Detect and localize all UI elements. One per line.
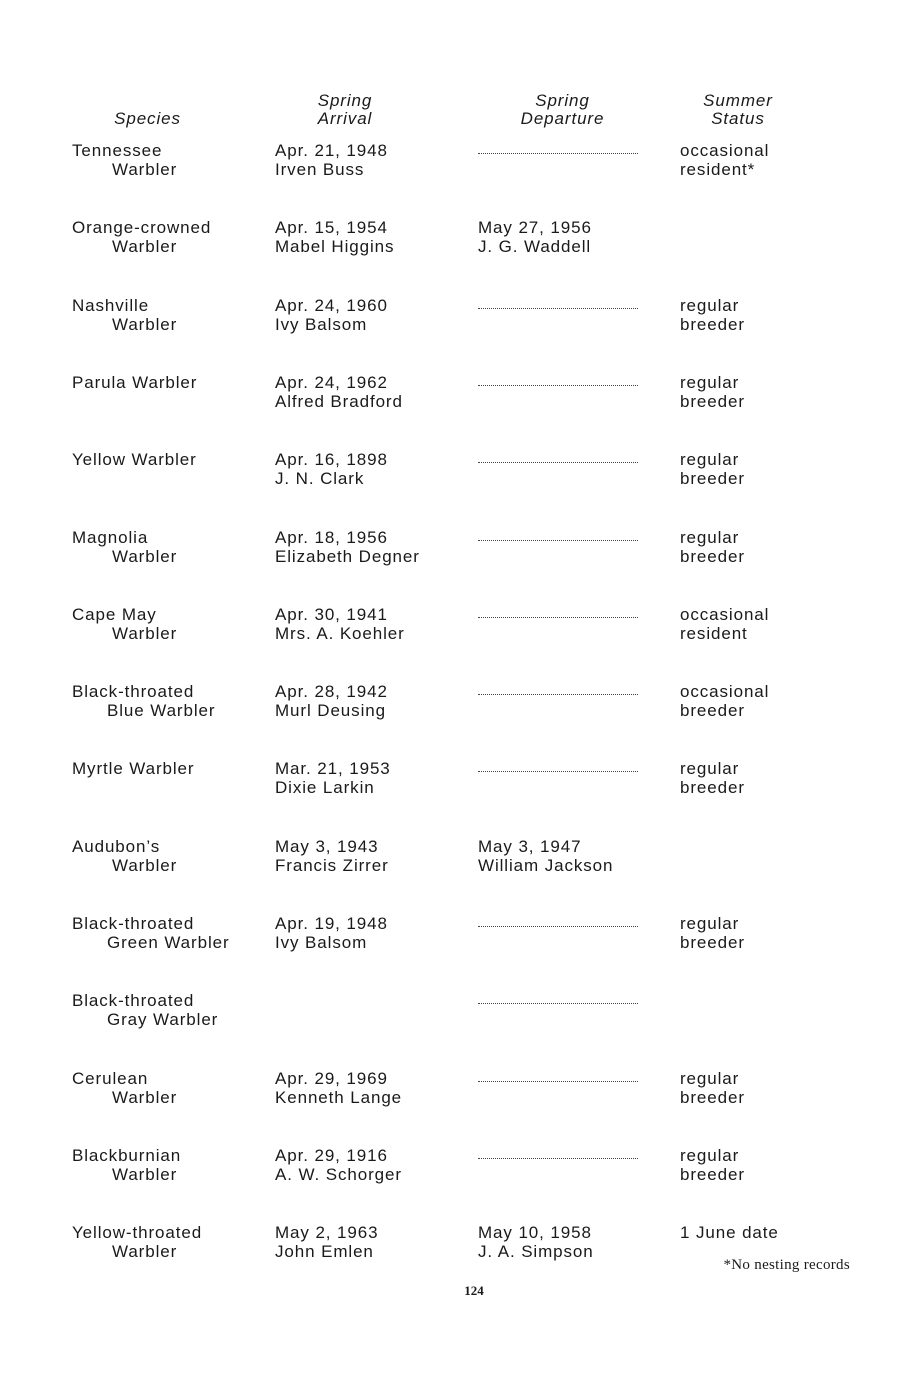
arrival-observer: Ivy Balsom [275,314,368,334]
status-line2: resident [680,623,748,643]
spring-arrival-cell [275,1224,378,1261]
status-line1: regular [680,296,740,315]
dotted-leader-line [478,1003,638,1004]
species-cell [72,142,177,179]
spring-departure-cell [478,1224,594,1261]
species-cell [72,915,230,952]
species-cell [72,838,177,875]
arrival-date: Apr. 19, 1948 [275,914,388,933]
status-line2: breeder [680,546,745,566]
table-row [0,683,900,723]
arrival-date: Apr. 21, 1948 [275,141,388,160]
table-row [0,297,900,337]
species-cell [72,1224,202,1261]
arrival-observer: John Emlen [275,1241,374,1261]
arrival-date: Apr. 18, 1956 [275,528,388,547]
departure-observer: J. G. Waddell [478,236,592,256]
status-line1: 1 June date [680,1223,779,1242]
spring-departure-header-line2: Departure [520,109,605,128]
species-name-line1: Orange-crowned [72,218,212,237]
dotted-leader-line [478,617,638,618]
summer-status-cell [680,529,745,566]
arrival-date: Apr. 15, 1954 [275,218,388,237]
spring-departure-header-line1: Spring [535,91,590,110]
status-line2: resident* [680,159,756,179]
summer-status-cell [680,606,769,643]
species-name-line1: Yellow-throated [72,1223,203,1242]
departure-date: May 3, 1947 [478,837,582,856]
summer-status-cell [680,1070,745,1107]
spring-arrival-cell [275,606,405,643]
spring-arrival-header-line1: Spring [317,91,373,110]
species-name-line1: Myrtle Warbler [72,759,195,778]
status-line2: breeder [680,391,745,411]
species-name-line2: Warbler [112,623,178,643]
species-cell [72,606,177,643]
arrival-date: May 3, 1943 [275,837,379,856]
arrival-date: Apr. 30, 1941 [275,605,388,624]
arrival-date: Apr. 24, 1962 [275,373,388,392]
summer-status-cell [680,760,745,797]
arrival-date: Apr. 16, 1898 [275,450,388,469]
spring-departure-cell [478,838,613,875]
species-cell [72,297,177,334]
species-name-line1: Nashville [72,296,150,315]
status-line2: breeder [680,700,745,720]
spring-arrival-cell [275,683,388,720]
status-line1: regular [680,1146,740,1165]
departure-date: May 10, 1958 [478,1223,592,1242]
arrival-date: Apr. 29, 1969 [275,1069,388,1088]
species-name-line2: Warbler [112,1087,178,1107]
arrival-date: Apr. 29, 1916 [275,1146,388,1165]
summer-status-header-line1: Summer [703,91,773,110]
summer-status-cell [680,451,745,488]
spring-arrival-cell [275,451,388,488]
species-cell [72,683,215,720]
species-name-line2: Warbler [112,546,178,566]
arrival-date: Mar. 21, 1953 [275,759,391,778]
status-line1: regular [680,373,740,392]
table-row [0,529,900,569]
summer-status-cell [680,1147,745,1184]
species-name-line2: Warbler [112,855,178,875]
dotted-leader-line [478,462,638,463]
table-row [0,219,900,259]
page-number: 124 [464,1283,484,1298]
table-row [0,606,900,646]
species-name-line1: Black-throated [72,991,195,1010]
species-name-line2: Warbler [112,159,178,179]
arrival-observer: Mabel Higgins [275,236,395,256]
species-name-line2: Warbler [112,1164,178,1184]
table-row [0,992,900,1032]
spring-departure-cell [478,219,592,256]
species-name-line1: Black-throated [72,914,195,933]
status-line1: regular [680,759,740,778]
arrival-observer: Ivy Balsom [275,932,368,952]
arrival-observer: J. N. Clark [275,468,365,488]
species-header [95,110,200,128]
dotted-leader-line [478,1158,638,1159]
summer-status-cell [680,142,769,179]
departure-observer: William Jackson [478,855,614,875]
summer-status-header-line2: Status [711,109,765,128]
spring-arrival-header [290,92,400,128]
status-line2: breeder [680,468,745,488]
species-cell [72,760,194,779]
table-row [0,760,900,800]
summer-status-cell [680,374,745,411]
spring-arrival-cell [275,219,394,256]
spring-arrival-cell [275,529,420,566]
status-line1: regular [680,914,740,933]
species-cell [72,529,177,566]
dotted-leader-line [478,926,638,927]
spring-arrival-cell [275,1070,402,1107]
status-line2: breeder [680,314,745,334]
species-name-line2: Warbler [112,236,178,256]
table-row [0,1070,900,1110]
summer-status-cell [680,683,769,720]
spring-departure-header [500,92,625,128]
species-name-line1: Parula Warbler [72,373,198,392]
status-line1: occasional [680,605,770,624]
species-name-line1: Tennessee [72,141,163,160]
arrival-observer: Murl Deusing [275,700,386,720]
status-line2: breeder [680,1164,745,1184]
species-name-line2: Green Warbler [107,932,230,952]
status-line1: occasional [680,682,770,701]
species-name-line2: Warbler [112,314,178,334]
arrival-date: Apr. 24, 1960 [275,296,388,315]
departure-date: May 27, 1956 [478,218,592,237]
species-name-line1: Yellow Warbler [72,450,197,469]
departure-observer: J. A. Simpson [478,1241,594,1261]
species-name-line1: Black-throated [72,682,195,701]
dotted-leader-line [478,308,638,309]
species-cell [72,219,211,256]
dotted-leader-line [478,385,638,386]
species-name-line1: Blackburnian [72,1146,182,1165]
status-line2: breeder [680,1087,745,1107]
arrival-observer: A. W. Schorger [275,1164,402,1184]
status-line1: regular [680,528,740,547]
dotted-leader-line [478,540,638,541]
species-name-line1: Cape May [72,605,157,624]
species-name-line2: Gray Warbler [107,1009,219,1029]
status-line2: breeder [680,932,745,952]
spring-arrival-cell [275,838,389,875]
arrival-observer: Irven Buss [275,159,365,179]
status-line1: regular [680,1069,740,1088]
table-row [0,374,900,414]
spring-arrival-header-line2: Arrival [317,109,373,128]
arrival-observer: Dixie Larkin [275,777,375,797]
species-name-line2: Warbler [112,1241,178,1261]
arrival-date: Apr. 28, 1942 [275,682,388,701]
dotted-leader-line [478,771,638,772]
arrival-date: May 2, 1963 [275,1223,379,1242]
table-row [0,1147,900,1187]
species-name-line1: Cerulean [72,1069,149,1088]
dotted-leader-line [478,694,638,695]
arrival-observer: Francis Zirrer [275,855,389,875]
status-line1: regular [680,450,740,469]
summer-status-header [683,92,793,128]
species-cell [72,1070,177,1107]
dotted-leader-line [478,153,638,154]
table-row [0,142,900,182]
species-header-label: Species [114,109,181,128]
dotted-leader-line [478,1081,638,1082]
table-row [0,838,900,878]
summer-status-cell [680,297,745,334]
species-cell [72,992,218,1029]
table-row [0,915,900,955]
spring-arrival-cell [275,915,388,952]
spring-arrival-cell [275,374,403,411]
summer-status-cell [680,915,745,952]
species-name-line2: Blue Warbler [107,700,216,720]
species-name-line1: Magnolia [72,528,149,547]
arrival-observer: Mrs. A. Koehler [275,623,405,643]
summer-status-cell [680,1224,779,1243]
arrival-observer: Kenneth Lange [275,1087,403,1107]
arrival-observer: Alfred Bradford [275,391,403,411]
species-cell [72,451,197,470]
arrival-observer: Elizabeth Degner [275,546,420,566]
status-line1: occasional [680,141,770,160]
spring-arrival-cell [275,1147,402,1184]
footnote: *No nesting records [723,1257,850,1273]
status-line2: breeder [680,777,745,797]
species-name-line1: Audubon’s [72,837,161,856]
species-cell [72,1147,181,1184]
spring-arrival-cell [275,142,388,179]
spring-arrival-cell [275,297,388,334]
spring-arrival-cell [275,760,391,797]
species-cell [72,374,197,393]
table-row [0,451,900,491]
